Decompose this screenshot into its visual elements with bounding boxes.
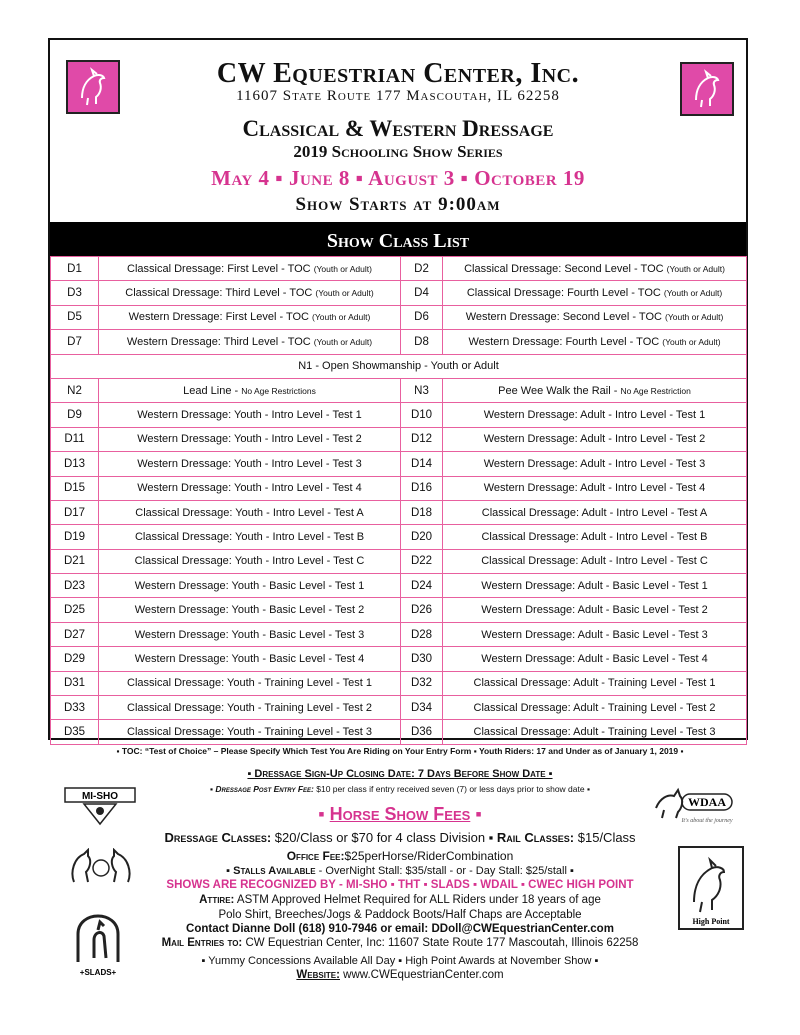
class-name: Western Dressage: Adult - Basic Level - Test 1 — [443, 574, 747, 598]
class-code: D36 — [401, 720, 443, 744]
closing-date-note: ▪ Dressage Sign-Up Closing Date: 7 Days Before Show Date ▪ — [247, 768, 553, 780]
class-code: N2 — [51, 378, 99, 402]
table-row — [51, 622, 747, 646]
class-code: D29 — [51, 647, 99, 671]
mail-text: CW Equestrian Center, Inc: 11607 State Route 177 Mascoutah, Illinois 62258 — [242, 937, 639, 949]
class-code: D3 — [51, 281, 99, 305]
class-code: D5 — [51, 305, 99, 329]
table-row — [51, 500, 747, 524]
website-text: www.CWEquestrianCenter.com — [339, 969, 504, 981]
wdaa-logo — [650, 780, 740, 826]
class-code: D14 — [401, 452, 443, 476]
table-row — [51, 305, 747, 329]
class-code: D20 — [401, 525, 443, 549]
flyer-frame — [48, 38, 748, 740]
class-code: D13 — [51, 452, 99, 476]
attire-text: ASTM Approved Helmet Required for ALL Riders under 18 years of age — [234, 894, 601, 906]
class-code: D8 — [401, 330, 443, 354]
table-row — [51, 549, 747, 573]
table-row — [51, 257, 747, 281]
class-code: D27 — [51, 622, 99, 646]
class-code: D24 — [401, 574, 443, 598]
stalls-prefix: ▪ — [226, 865, 234, 877]
class-name: Classical Dressage: Youth - Intro Level - Test C — [99, 549, 401, 573]
class-name — [99, 281, 401, 305]
flyer-header — [50, 40, 746, 222]
table-row — [51, 452, 747, 476]
table-row — [51, 403, 747, 427]
misho-label: MI-SHO — [81, 791, 119, 802]
class-name — [99, 305, 401, 329]
attire-detail: Polo Shirt, Breeches/Jogs & Paddock Boots/Half Chaps are Acceptable — [218, 909, 582, 921]
recognized-by: SHOWS ARE RECOGNIZED BY - MI-SHO ▪ THT ▪ SLADS ▪ WDAIL ▪ CWEC HIGH POINT — [166, 879, 634, 891]
class-code: D21 — [51, 549, 99, 573]
class-name: Classical Dressage: Adult - Intro Level - Test A — [443, 500, 747, 524]
slads-logo — [72, 900, 124, 978]
class-name: Classical Dressage: Adult - Training Level - Test 3 — [443, 720, 747, 744]
table-row — [51, 696, 747, 720]
show-dates: May 4 ▪ June 8 ▪ August 3 ▪ October 19 — [211, 166, 585, 190]
table-row — [51, 354, 747, 378]
table-row — [51, 330, 747, 354]
class-fees — [0, 830, 800, 845]
class-name: Classical Dressage: Youth - Training Level - Test 2 — [99, 696, 401, 720]
class-name: Classical Dressage: Youth - Training Level - Test 3 — [99, 720, 401, 744]
class-code: D16 — [401, 476, 443, 500]
class-code: D25 — [51, 598, 99, 622]
office-fee-text: $25perHorse/RiderCombination — [344, 849, 514, 863]
table-row — [51, 647, 747, 671]
class-name: Western Dressage: Youth - Intro Level - Test 2 — [99, 427, 401, 451]
class-code: D15 — [51, 476, 99, 500]
table-row — [51, 598, 747, 622]
mail-label: Mail Entries to: — [161, 937, 243, 949]
class-code: D28 — [401, 622, 443, 646]
class-code: D23 — [51, 574, 99, 598]
class-code: D30 — [401, 647, 443, 671]
class-name: Classical Dressage: Youth - Training Level - Test 1 — [99, 671, 401, 695]
class-name: Western Dressage: Adult - Intro Level - Test 2 — [443, 427, 747, 451]
dressage-fee-label: Dressage Classes: — [164, 830, 272, 845]
class-code: D18 — [401, 500, 443, 524]
class-code: D19 — [51, 525, 99, 549]
class-title: Classical Dressage: Fourth Level - TOC — [466, 287, 664, 300]
post-fee-label: ▪ Dressage Post Entry Fee: — [210, 784, 314, 794]
class-age-note: (Youth or Adult) — [313, 336, 373, 347]
post-fee-text: $10 per class if entry received seven (7) or less days prior to show date ▪ — [313, 784, 590, 794]
rail-fee-label: Rail Classes: — [496, 830, 575, 845]
high-point-logo — [678, 846, 744, 930]
dressage-fee-text: $20/Class or $70 for 4 class Division ▪ — [271, 830, 497, 845]
class-code: D33 — [51, 696, 99, 720]
class-code: D2 — [401, 257, 443, 281]
table-row — [51, 720, 747, 744]
class-name — [99, 257, 401, 281]
class-name: Classical Dressage: Adult - Intro Level - Test C — [443, 549, 747, 573]
fees-bullet-right: ▪ — [470, 804, 482, 824]
class-name: Western Dressage: Youth - Basic Level - Test 3 — [99, 622, 401, 646]
class-code: N3 — [401, 378, 443, 402]
class-name — [443, 305, 747, 329]
show-title: Classical & Western Dressage — [242, 116, 554, 141]
class-title: Classical Dressage: Third Level - TOC — [125, 287, 316, 300]
company-name: CW Equestrian Center, Inc. — [216, 58, 580, 89]
class-age-note: (Youth or Adult) — [665, 312, 724, 323]
class-name: Classical Dressage: Youth - Intro Level - Test B — [99, 525, 401, 549]
class-age-note: (Youth or Adult) — [663, 288, 723, 299]
class-code: D32 — [401, 671, 443, 695]
class-name: Western Dressage: Youth - Basic Level - Test 1 — [99, 574, 401, 598]
class-age-note: (Youth or Adult) — [313, 263, 372, 274]
class-title: Lead Line - — [183, 384, 242, 397]
table-row — [51, 281, 747, 305]
table-row — [51, 574, 747, 598]
class-code: D10 — [401, 403, 443, 427]
class-title: Western Dressage: Second Level - TOC — [465, 311, 666, 324]
class-age-note: (Youth or Adult) — [315, 288, 374, 299]
class-title: Western Dressage: Third Level - TOC — [126, 335, 314, 348]
class-age-note: (Youth or Adult) — [662, 336, 721, 347]
class-code: D4 — [401, 281, 443, 305]
class-title: Classical Dressage: Second Level - TOC — [464, 262, 667, 275]
company-address: 11607 State Route 177 Mascoutah, IL 62258 — [236, 88, 560, 104]
class-code: D9 — [51, 403, 99, 427]
class-name: Classical Dressage: Adult - Intro Level - Test B — [443, 525, 747, 549]
table-row — [51, 671, 747, 695]
show-start-time: Show Starts at 9:00am — [295, 194, 501, 215]
class-name: Western Dressage: Adult - Intro Level - Test 1 — [443, 403, 747, 427]
class-age-note: (Youth or Adult) — [666, 263, 725, 274]
class-code: D1 — [51, 257, 99, 281]
class-name: Western Dressage: Adult - Basic Level - Test 4 — [443, 647, 747, 671]
table-row — [51, 427, 747, 451]
contact-info: Contact Dianne Doll (618) 910-7946 or email: DDoll@CWEquestrianCenter.com — [186, 923, 614, 935]
class-name — [99, 378, 401, 402]
class-name: Western Dressage: Adult - Intro Level - Test 4 — [443, 476, 747, 500]
class-name: Western Dressage: Youth - Intro Level - Test 4 — [99, 476, 401, 500]
table-row — [51, 525, 747, 549]
class-age-note: No Age Restrictions — [241, 385, 316, 396]
class-name — [443, 281, 747, 305]
class-name — [443, 378, 747, 402]
class-code: D12 — [401, 427, 443, 451]
class-title: Western Dressage: Fourth Level - TOC — [468, 335, 663, 348]
wdaa-label: WDAA — [688, 795, 726, 809]
class-name: Western Dressage: Adult - Basic Level - Test 3 — [443, 622, 747, 646]
class-name: Western Dressage: Adult - Basic Level - Test 2 — [443, 598, 747, 622]
horse-heads-icon — [66, 848, 136, 886]
slads-label: +SLADS+ — [79, 968, 117, 977]
class-name — [443, 330, 747, 354]
class-code: D22 — [401, 549, 443, 573]
class-list-banner: Show Class List — [50, 222, 746, 256]
rail-fee-text: $15/Class — [574, 830, 636, 845]
table-row — [51, 476, 747, 500]
wdaa-tagline: It's about the journey — [681, 818, 733, 824]
office-fee-label: Office Fee: — [286, 849, 345, 863]
class-age-note: No Age Restriction — [620, 385, 691, 396]
concessions-note: ▪ Yummy Concessions Available All Day ▪ High Point Awards at November Show ▪ — [201, 955, 599, 967]
misho-logo — [64, 780, 136, 826]
high-point-label: High Point — [692, 917, 730, 926]
class-name: Western Dressage: Youth - Basic Level - Test 4 — [99, 647, 401, 671]
stalls-label: Stalls Available — [233, 865, 316, 877]
class-code: D34 — [401, 696, 443, 720]
toc-note: ▪ TOC: “Test of Choice” – Please Specify Which Test You Are Riding on Your Entry Form ▪ Youth Riders: 17 and Under as of January 1, 2019 ▪ — [116, 746, 684, 756]
class-name: Western Dressage: Youth - Intro Level - Test 1 — [99, 403, 401, 427]
showmanship-class: N1 - Open Showmanship - Youth or Adult — [51, 354, 747, 378]
class-name — [443, 257, 747, 281]
fees-bullet-left: ▪ — [318, 804, 330, 824]
fees-title: Horse Show Fees — [329, 804, 471, 824]
class-title: Classical Dressage: First Level - TOC — [127, 262, 314, 275]
class-title: Western Dressage: First Level - TOC — [128, 311, 313, 324]
class-age-note: (Youth or Adult) — [312, 312, 371, 323]
class-code: D17 — [51, 500, 99, 524]
class-code: D7 — [51, 330, 99, 354]
stalls-text: - OverNight Stall: $35/stall - or - Day Stall: $25/stall ▪ — [315, 865, 574, 877]
website-label: Website: — [296, 969, 340, 981]
class-name — [99, 330, 401, 354]
class-name: Western Dressage: Youth - Basic Level - Test 2 — [99, 598, 401, 622]
class-title: Pee Wee Walk the Rail - — [498, 384, 621, 397]
class-name: Western Dressage: Youth - Intro Level - Test 3 — [99, 452, 401, 476]
class-code: D31 — [51, 671, 99, 695]
attire-label: Attire: — [199, 894, 235, 906]
class-code: D6 — [401, 305, 443, 329]
class-code: D26 — [401, 598, 443, 622]
class-list-table — [50, 256, 747, 745]
class-code: D35 — [51, 720, 99, 744]
table-row — [51, 378, 747, 402]
show-subtitle: 2019 Schooling Show Series — [293, 142, 503, 161]
class-name: Western Dressage: Adult - Intro Level - Test 3 — [443, 452, 747, 476]
class-name: Classical Dressage: Youth - Intro Level - Test A — [99, 500, 401, 524]
class-code: D11 — [51, 427, 99, 451]
class-name: Classical Dressage: Adult - Training Level - Test 2 — [443, 696, 747, 720]
class-name: Classical Dressage: Adult - Training Level - Test 1 — [443, 671, 747, 695]
